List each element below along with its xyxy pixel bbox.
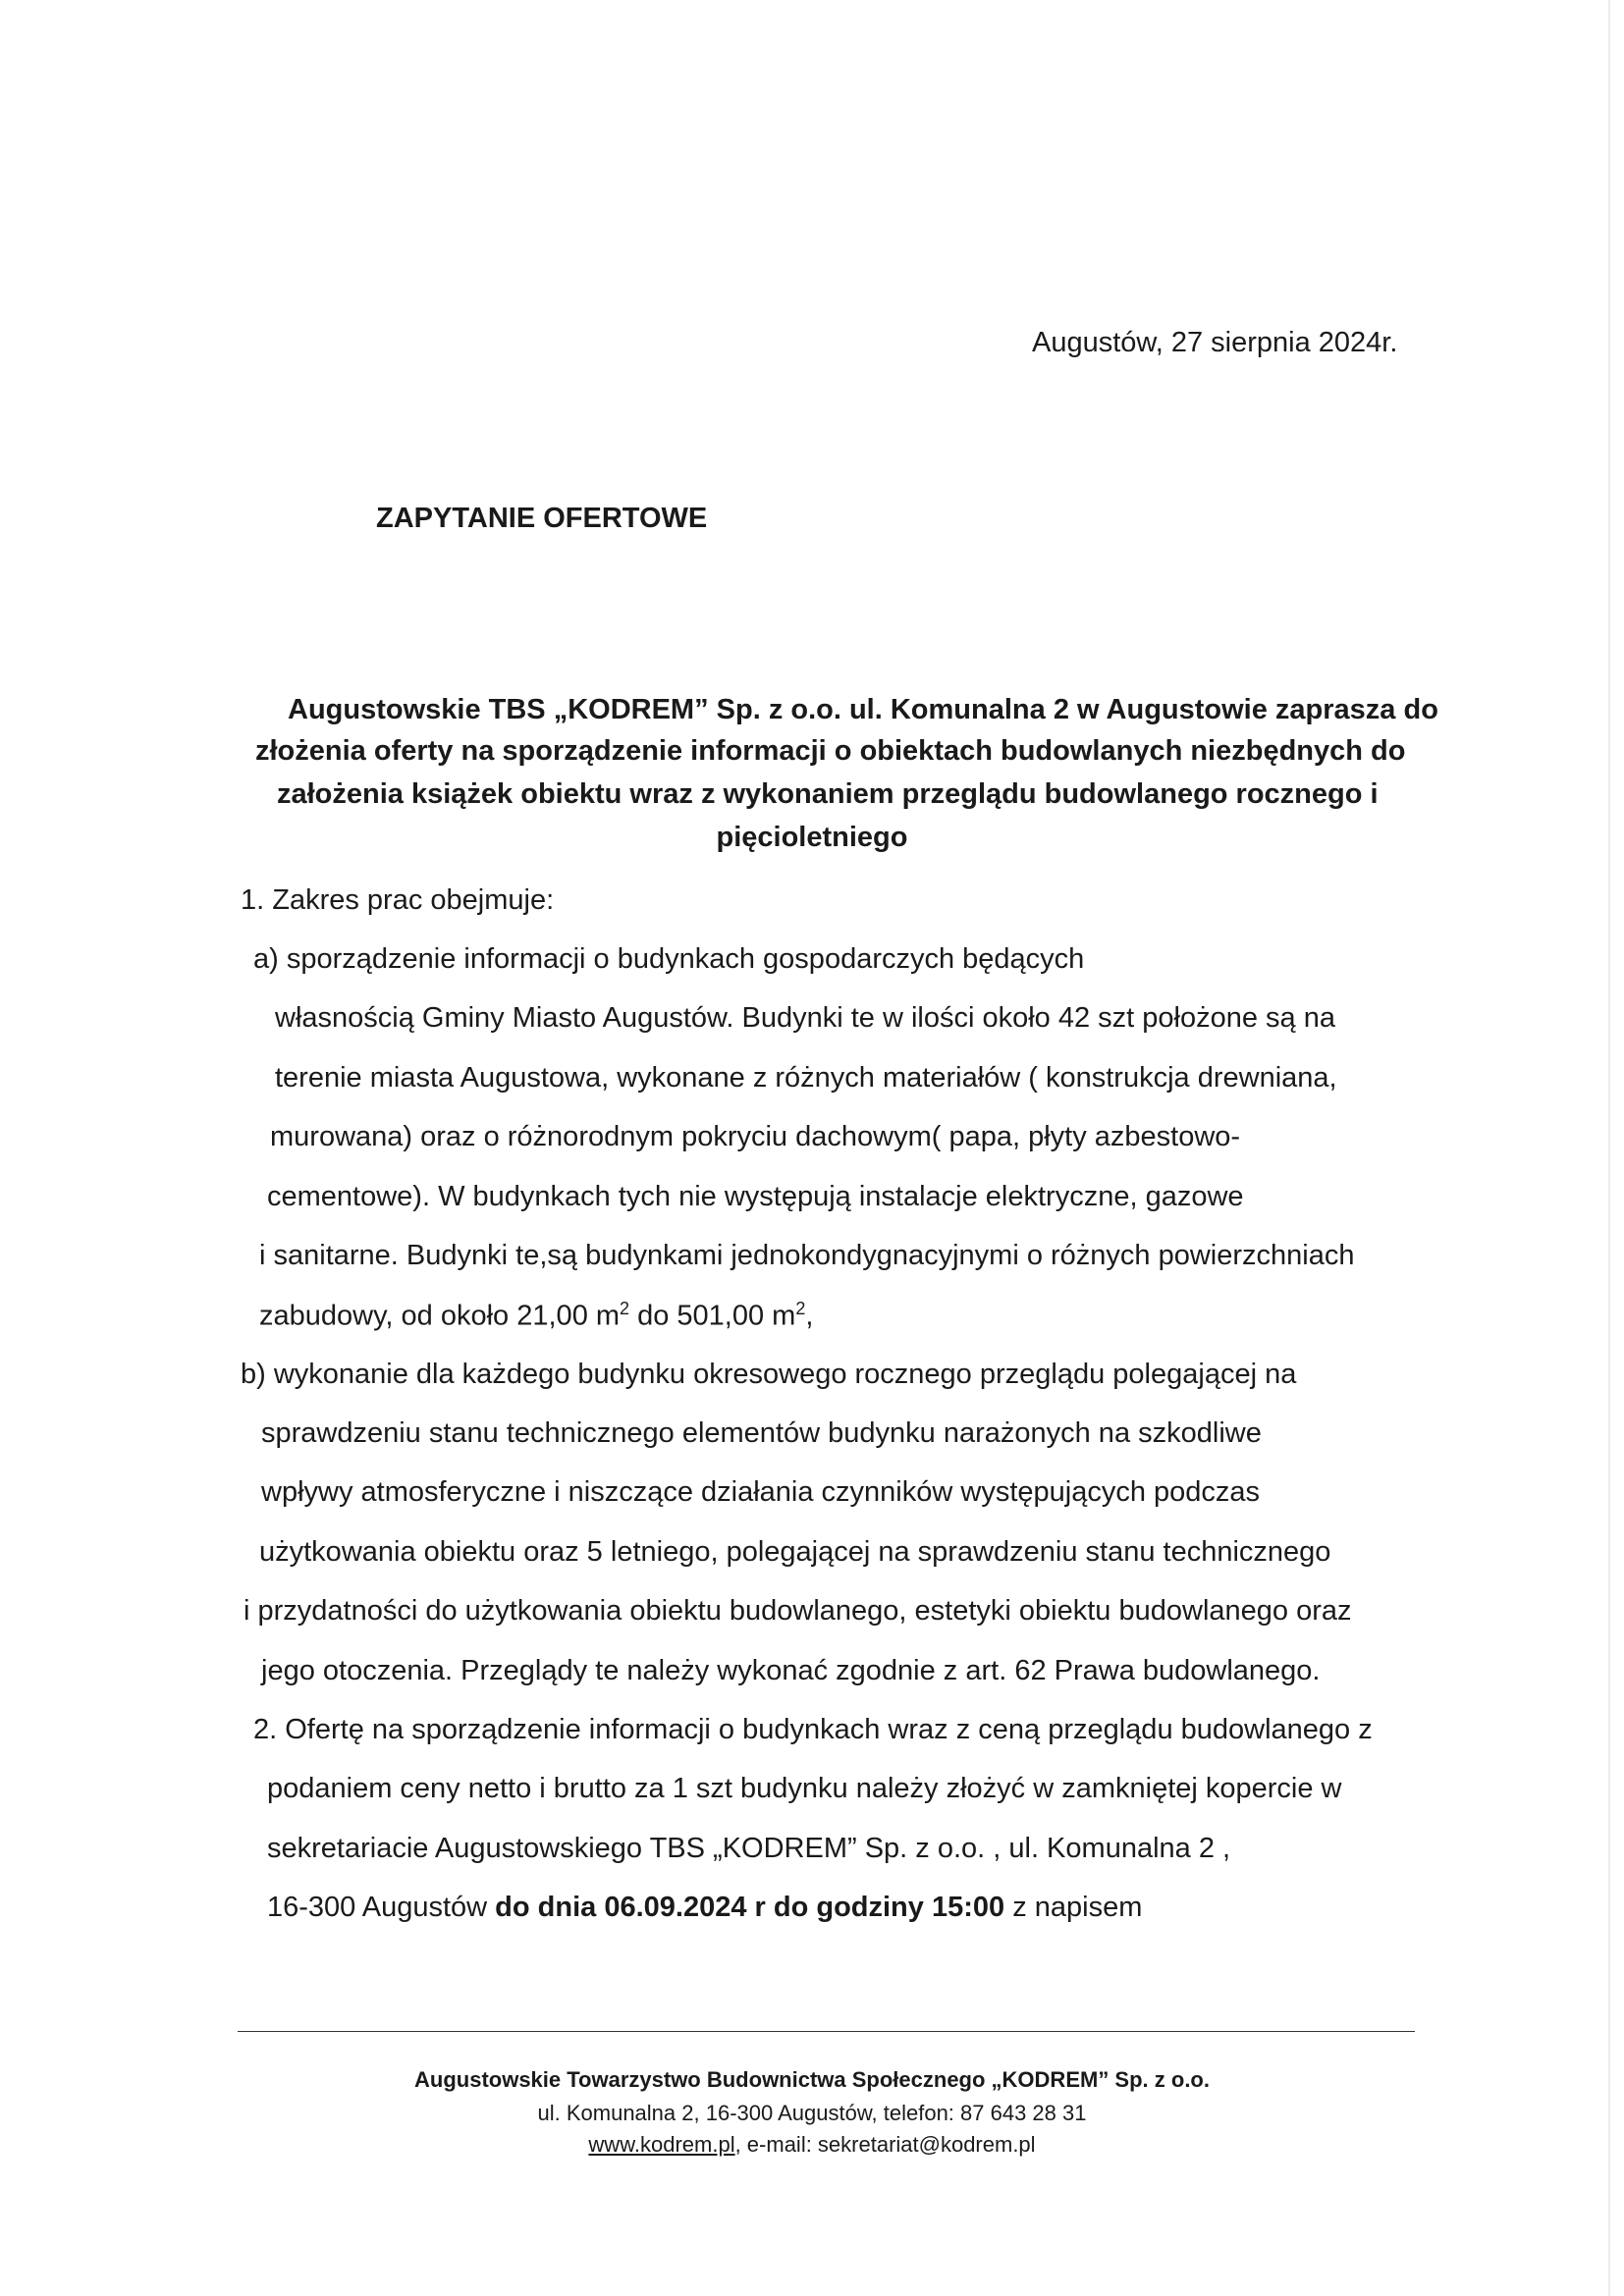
item-a-line-7 bbox=[259, 1299, 813, 1333]
footer-email: , e-mail: sekretariat@kodrem.pl bbox=[734, 2132, 1036, 2157]
intro-line-4: pięcioletniego bbox=[716, 822, 908, 853]
area-unit-superscript-2: 2 bbox=[795, 1299, 806, 1318]
item-b-line-5: i przydatności do użytkowania obiektu budowlanego, estetyki obiektu budowlanego oraz bbox=[244, 1595, 1352, 1627]
footer-address: ul. Komunalna 2, 16-300 Augustów, telefon: 87 643 28 31 bbox=[537, 2101, 1087, 2125]
intro-line-2: złożenia oferty na sporządzenie informacji o obiektach budowlanych niezbędnych do bbox=[255, 735, 1406, 767]
item-a-line-5: cementowe). W budynkach tych nie występują instalacje elektryczne, gazowe bbox=[267, 1181, 1244, 1212]
item-b-line-3: wpływy atmosferyczne i niszczące działania czynników występujących podczas bbox=[261, 1476, 1261, 1508]
item-a-line-1: a) sporządzenie informacji o budynkach gospodarczych będących bbox=[253, 943, 1085, 975]
section-1-heading: 1. Zakres prac obejmuje: bbox=[241, 884, 555, 916]
item-a-line-3: terenie miasta Augustowa, wykonane z różnych materiałów ( konstrukcja drewniana, bbox=[275, 1062, 1337, 1094]
item-a-line-2: własnością Gminy Miasto Augustów. Budynki te w ilości około 42 szt położone są na bbox=[275, 1002, 1335, 1034]
page-edge-shadow bbox=[1608, 0, 1610, 2296]
area-range-text-end: , bbox=[805, 1300, 814, 1332]
document-title: ZAPYTANIE OFERTOWE bbox=[376, 503, 708, 534]
footer-website-link[interactable]: www.kodrem.pl bbox=[588, 2132, 735, 2157]
submission-note: z napisem bbox=[1004, 1892, 1143, 1923]
item-b-line-4: użytkowania obiektu oraz 5 letniego, polegającej na sprawdzeniu stanu technicznego bbox=[259, 1536, 1331, 1568]
submission-address: 16-300 Augustów bbox=[267, 1892, 496, 1923]
intro-line-1: Augustowskie TBS „KODREM” Sp. z o.o. ul. Komunalna 2 w Augustowie zaprasza do bbox=[288, 694, 1438, 725]
intro-line-3: założenia książek obiektu wraz z wykonaniem przeglądu budowlanego rocznego i bbox=[277, 778, 1379, 810]
item-b-line-6: jego otoczenia. Przeglądy te należy wykonać zgodnie z art. 62 Prawa budowlanego. bbox=[261, 1655, 1321, 1686]
footer-company-name: Augustowskie Towarzystwo Budownictwa Społecznego „KODREM” Sp. z o.o. bbox=[414, 2067, 1210, 2092]
item-a-line-4: murowana) oraz o różnorodnym pokryciu dachowym( papa, płyty azbestowo- bbox=[270, 1121, 1241, 1152]
footer-contact bbox=[0, 2132, 1624, 2158]
document-date: Augustów, 27 sierpnia 2024r. bbox=[1032, 327, 1398, 358]
area-range-text-start: zabudowy, od około 21,00 m bbox=[259, 1300, 621, 1332]
area-unit-superscript-1: 2 bbox=[620, 1299, 630, 1318]
section-2-line-2: podaniem ceny netto i brutto za 1 szt budynku należy złożyć w zamkniętej kopercie w bbox=[267, 1773, 1342, 1804]
section-2-line-3: sekretariacie Augustowskiego TBS „KODREM” Sp. z o.o. , ul. Komunalna 2 , bbox=[267, 1833, 1231, 1864]
submission-deadline: do dnia 06.09.2024 r do godziny 15:00 bbox=[495, 1892, 1005, 1923]
item-b-line-2: sprawdzeniu stanu technicznego elementów budynku narażonych na szkodliwe bbox=[261, 1417, 1262, 1449]
item-b-line-1: b) wykonanie dla każdego budynku okresowego rocznego przeglądu polegającej na bbox=[241, 1359, 1297, 1390]
item-a-line-6: i sanitarne. Budynki te,są budynkami jednokondygnacyjnymi o różnych powierzchniach bbox=[259, 1240, 1355, 1271]
footer-divider bbox=[238, 2031, 1415, 2032]
section-2-line-4 bbox=[267, 1892, 1142, 1924]
section-2-line-1: 2. Ofertę na sporządzenie informacji o budynkach wraz z ceną przeglądu budowlanego z bbox=[253, 1714, 1373, 1745]
area-range-text-mid: do 501,00 m bbox=[629, 1300, 796, 1332]
